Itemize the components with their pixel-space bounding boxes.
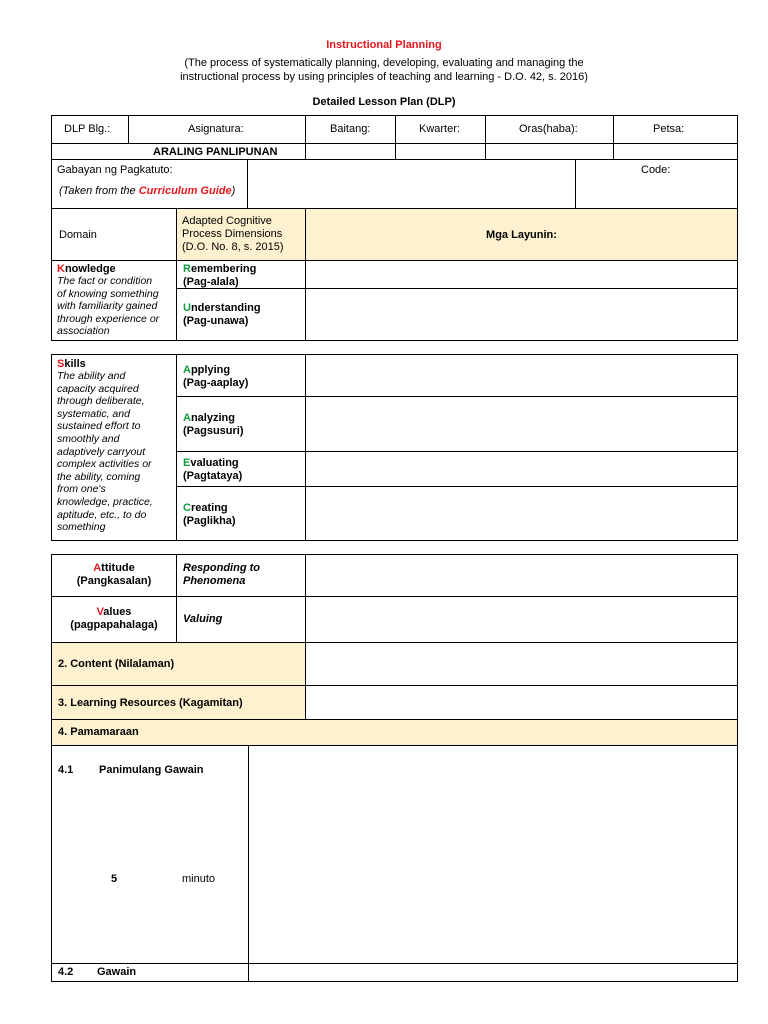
- content-label: 2. Content (Nilalaman): [58, 658, 175, 670]
- panimulang-number: 4.1: [58, 764, 74, 776]
- analyzing-dimension: Analyzing (Pagsusuri): [183, 412, 244, 437]
- subtitle-line-1: (The process of systematically planning, developing, evaluating and managing the: [184, 57, 584, 69]
- baitang-label: Baitang:: [330, 123, 371, 135]
- petsa-label: Petsa:: [653, 123, 685, 135]
- code-label: Code:: [641, 164, 671, 176]
- knowledge-domain: [57, 263, 175, 338]
- skills-title: Skills: [57, 358, 86, 370]
- minuto-label: minuto: [182, 873, 216, 885]
- responding-dimension: Responding to Phenomena: [183, 562, 260, 587]
- objectives-header: Mga Layunin:: [486, 229, 557, 241]
- subtitle-line-2: instructional process by using principles of teaching and learning - D.O. 42, s. 2016): [180, 71, 588, 83]
- kwarter-label: Kwarter:: [419, 123, 460, 135]
- attitude-domain: Attitude (Pangkasalan): [76, 562, 152, 587]
- skills-description: The ability and capacity acquired through deliberate, systematic, and sustained effort to smoothly and adaptively carryout complex activities or the ability, coming from one's knowledge, practice, aptitude, etc., to do something: [57, 370, 153, 534]
- values-domain: Values (pagpapahalaga): [70, 606, 158, 631]
- gabayan-label: Gabayan ng Pagkatuto:: [57, 164, 173, 176]
- pamamaraan-label: 4. Pamamaraan: [58, 726, 139, 738]
- subject-name: ARALING PANLIPUNAN: [153, 146, 278, 158]
- panimulang-label: Panimulang Gawain: [99, 764, 204, 776]
- dlp-title: Detailed Lesson Plan (DLP): [312, 96, 456, 108]
- applying-dimension: Applying (Pag-aaplay): [183, 364, 249, 389]
- knowledge-title: Knowledge: [57, 263, 116, 275]
- taken-from-note: (Taken from the Curriculum Guide): [59, 185, 236, 197]
- knowledge-description: The fact or condition of knowing something with familiarity gained through experience or association: [57, 275, 160, 338]
- page-subtitle: [0, 56, 768, 84]
- oras-label: Oras(haba):: [519, 123, 578, 135]
- resources-label: 3. Learning Resources (Kagamitan): [58, 697, 243, 709]
- remembering-dimension: Remembering (Pag-alala): [183, 263, 257, 288]
- asignatura-label: Asignatura:: [188, 123, 244, 135]
- page-title: Instructional Planning: [326, 39, 442, 51]
- adapted-dimensions-header: Adapted Cognitive Process Dimensions (D.O. No. 8, s. 2015): [182, 215, 284, 253]
- creating-dimension: Creating (Paglikha): [183, 502, 236, 527]
- skills-domain: [57, 358, 175, 534]
- pamamaraan-fill: [52, 720, 737, 745]
- domain-header: Domain: [59, 229, 97, 241]
- gawain-number: 4.2: [58, 966, 74, 978]
- dlp-blg-label: DLP Blg.:: [64, 123, 111, 135]
- gawain-label: Gawain: [97, 966, 137, 978]
- curriculum-guide-text: Curriculum Guide: [138, 185, 232, 197]
- understanding-dimension: Understanding (Pag-unawa): [183, 302, 261, 327]
- valuing-dimension: Valuing: [183, 613, 223, 625]
- minutes-value: 5: [111, 873, 118, 885]
- evaluating-dimension: Evaluating (Pagtataya): [183, 457, 243, 482]
